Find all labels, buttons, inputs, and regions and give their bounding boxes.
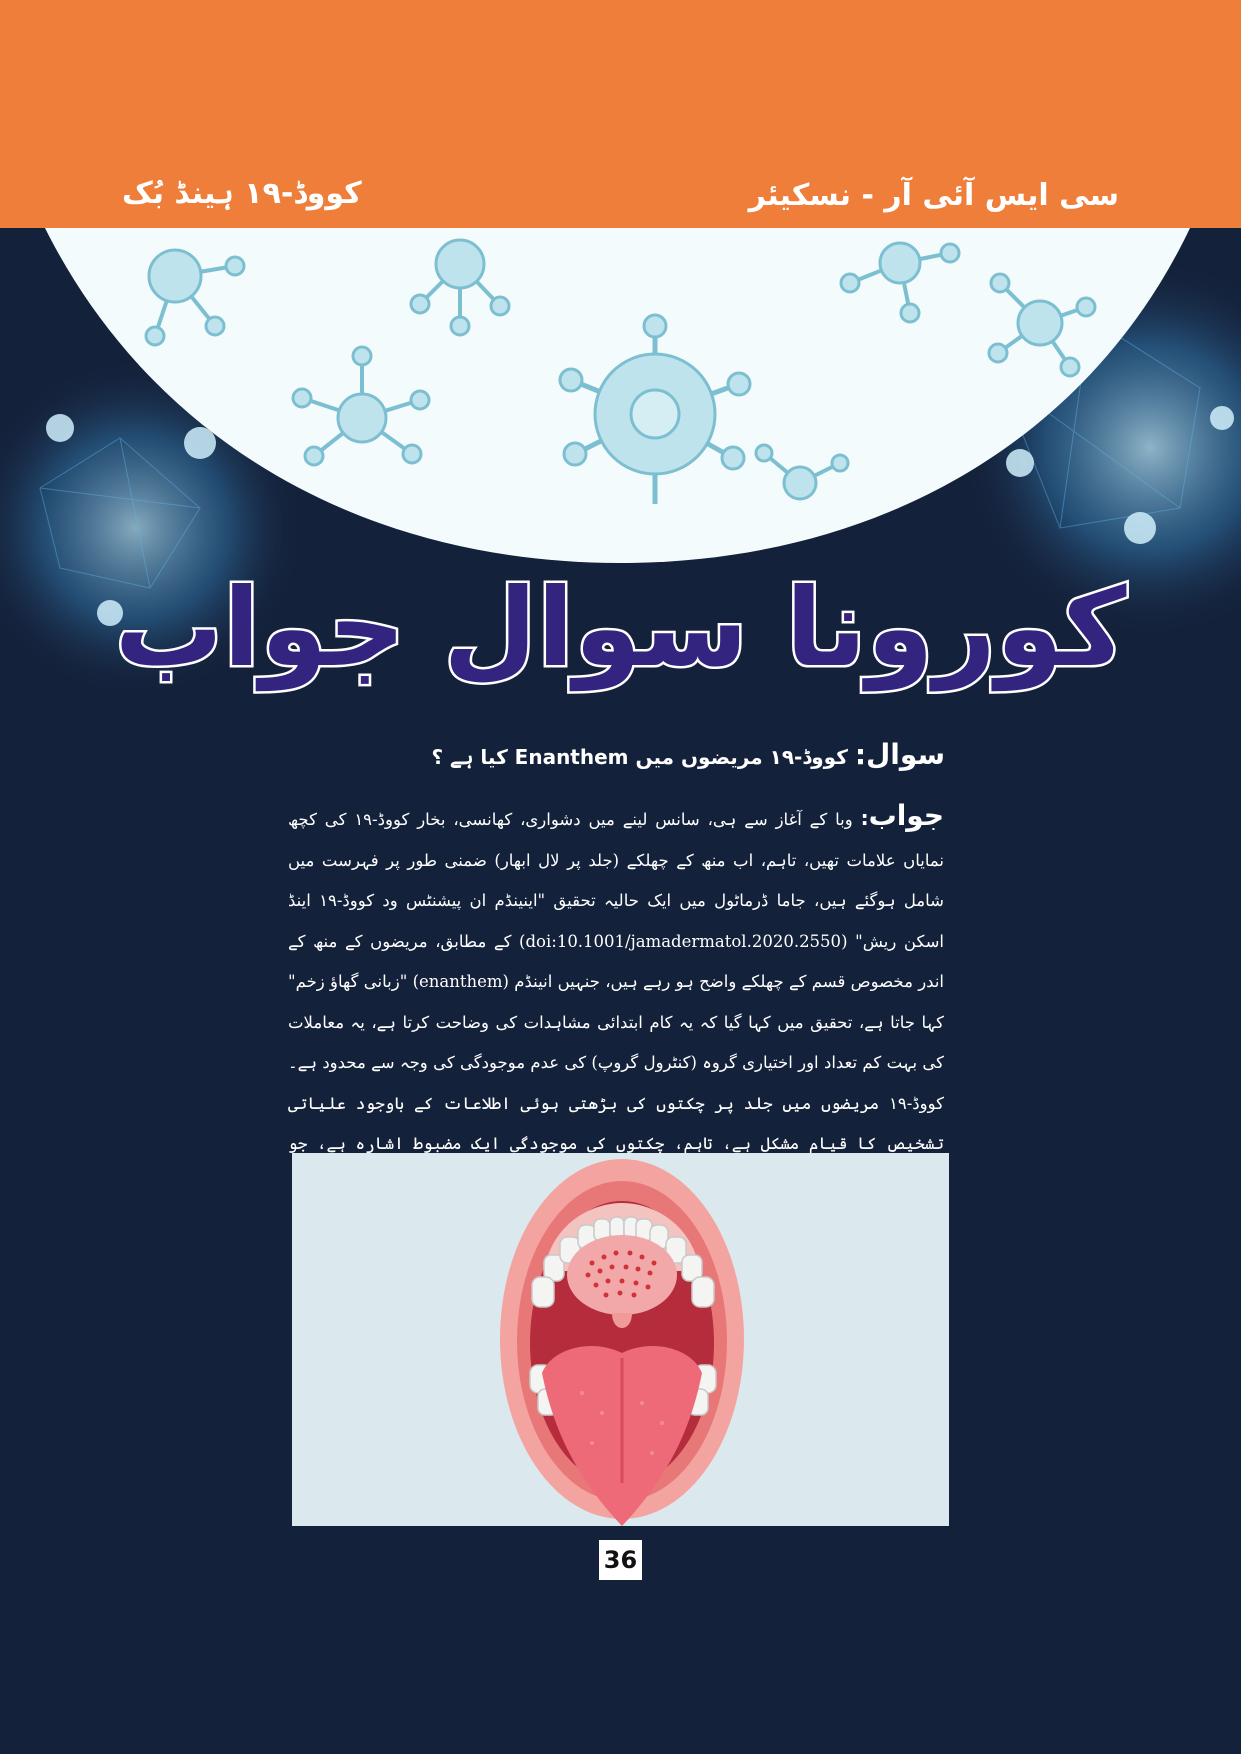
publisher-name: سی ایس آئی آر - نسکیئر: [748, 178, 1119, 213]
answer-text: وبا کے آغاز سے ہی، سانس لینے میں دشواری، کھانسی، بخار کووڈ-۱۹ کی کچھ نمایاں علامات تھیں، تاہم، اب منھ کے چھلکے (جلد پر لال ابھار) ضمنی طور پر فہرست میں شامل ہوگئے ہیں، جاما ڈرماٹول میں ایک حالیہ تحقیق "اینینڈم ان پیشنٹس ود کووڈ-۱۹ اینڈ اسکن ریش" (doi:10.1001/jamadermatol.2020.2550) کے مطابق، مریضوں کے منھ کے اندر مخصوص قسم کے چھلکے واضح ہو رہے ہیں، جنہیں انینڈم (enanthem) "زبانی گھاؤ زخم" کہا جاتا ہے، تحقیق میں کہا گیا کہ یہ کام ابتدائی مشاہدات کی وضاحت کرتا ہے، یہ معاملات کی بہت کم تعداد اور اختیاری گروہ (کنٹرول گروپ) کی عدم موجودگی کی وجہ سے محدود ہے۔ کووڈ-۱۹ مریضوں میں جلد پر چکتوں کی بڑھتی ہوئی اطلاعات کے باوجود علیاتی تشخیص کا قیام مشکل ہے، تاہم، چکتوں کی موجودگی ایک مضبوط اشارہ ہے، جو: [288, 810, 945, 1153]
open-mouth-icon: [292, 1153, 949, 1526]
answer-colon: :: [860, 806, 869, 830]
question-label: سوال:: [854, 738, 945, 771]
question: [431, 738, 945, 771]
book-title: کووڈ-۱۹ ہینڈ بُک: [122, 176, 362, 211]
page-number: 36: [599, 1540, 642, 1580]
answer-label: جواب: [868, 799, 945, 832]
mouth-illustration: [292, 1153, 949, 1526]
question-text: کووڈ-۱۹ مریضوں میں Enanthem کیا ہے ؟: [431, 745, 848, 769]
answer-paragraph: [288, 796, 944, 1205]
main-title: کورونا سوال جواب: [114, 566, 1127, 691]
